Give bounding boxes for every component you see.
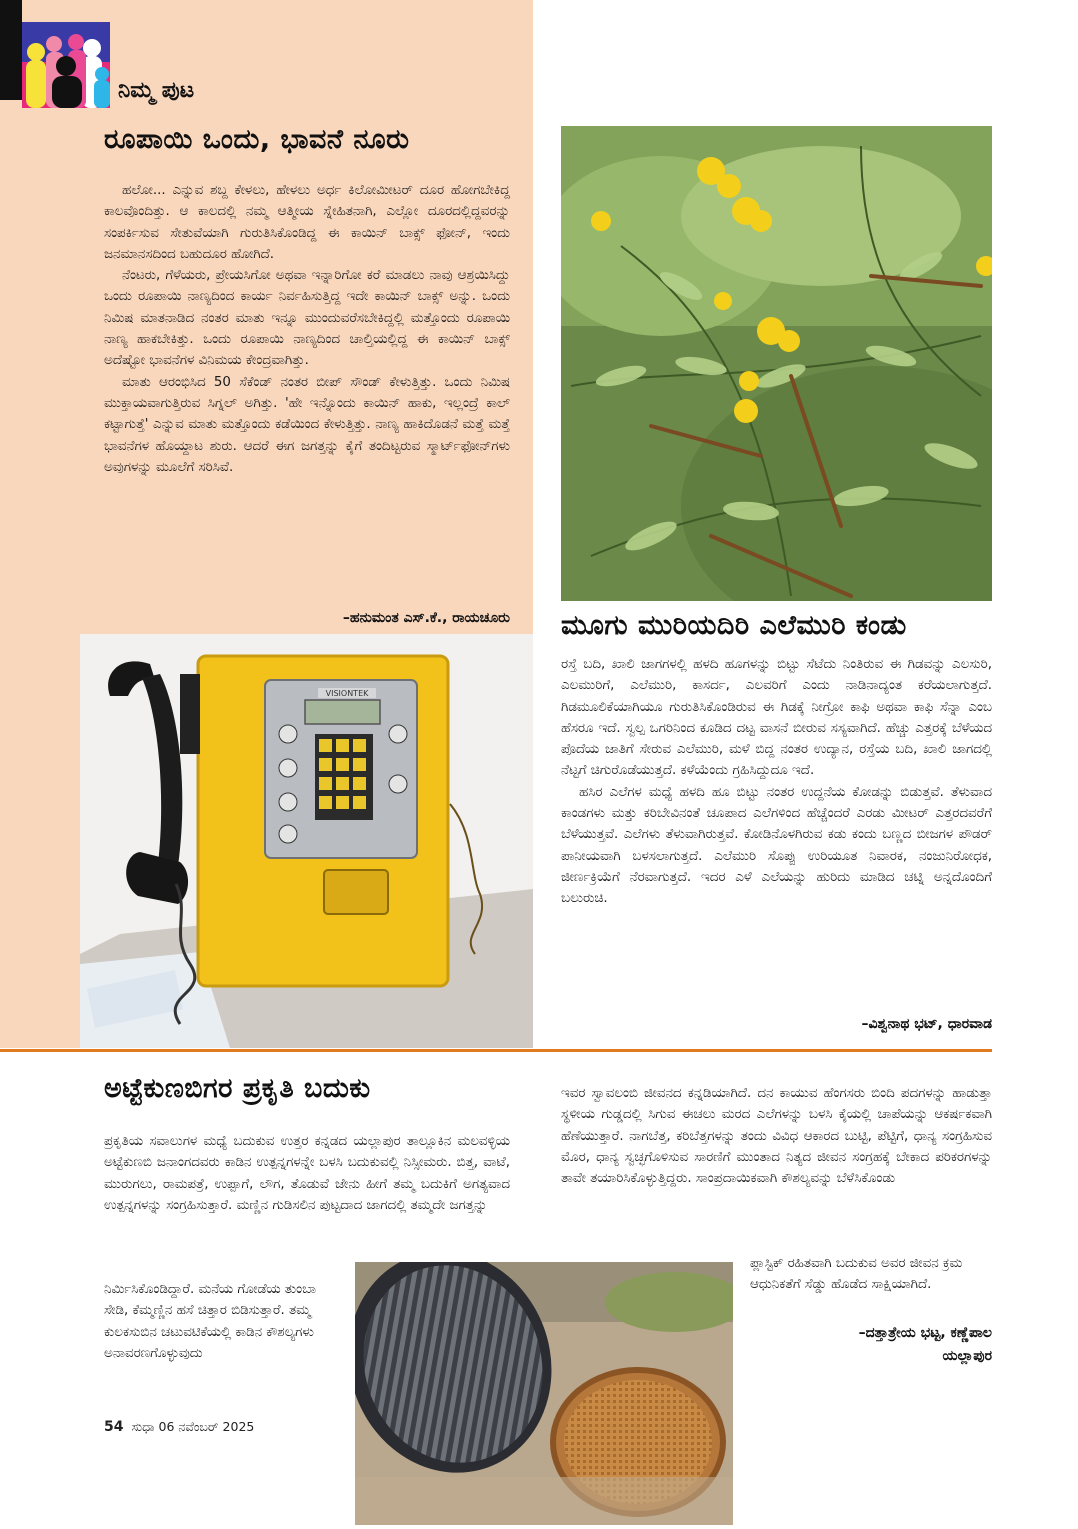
section-label: ನಿಮ್ಮ ಪುಟ (118, 78, 195, 103)
article3-col2-narrow: ಪ್ಲಾಸ್ಟಿಕ್ ರಹಿತವಾಗಿ ಬದುಕುವ ಅವರ ಜೀವನ ಕ್ರಮ ಆಧುನಿಕತೆಗೆ ಸೆಡ್ಡು ಹೊಡೆದ ಸಾಕ್ಷಿಯಾಗಿದೆ. (750, 1256, 963, 1293)
article1-byline: –ಹನುಮಂತ ಎಸ್.ಕೆ., ರಾಯಚೂರು (342, 610, 510, 626)
publication-date: ಸುಧಾ 06 ನವೆಂಬರ್ 2025 (131, 1419, 255, 1434)
article1-paragraph: ಮಾತು ಆರಂಭಿಸಿದ 50 ಸೆಕೆಂಡ್ ನಂತರ ಬೀಪ್ ಸೌಂಡ್ ಕೇಳುತ್ತಿತ್ತು. ಒಂದು ನಿಮಿಷ ಮುಕ್ತಾಯವಾಗುತ್ತಿರುವ ಸಿಗ್ನಲ್ ಅಗಿತ್ತು. 'ಹೇ ಇನ್ನೊಂದು ಕಾಯಿನ್ ಹಾಕು, ಇಲ್ಲಂದ್ರೆ ಕಾಲ್ ಕಟ್ಟಾಗುತ್ತೆ' ಎನ್ನುವ ಮಾತು ಮತ್ತೊಂದು ಕಡೆಯಿಂದ ಕೇಳುತ್ತಿತ್ತು. ನಾಣ್ಯ ಹಾಕಿದೊಡನೆ ಮತ್ತೆ ಮತ್ತೆ ಭಾವನೆಗಳ ಹೊಯ್ದಾಟ ಶುರು. ಆದರೆ ಈಗ ಜಗತ್ತನ್ನು ಕೈಗೆ ತಂದಿಟ್ಟರುವ ಸ್ಮಾರ್ಟ್‌ಫೋನ್‌ಗಳು ಅವುಗಳನ್ನು ಮೂಲೆಗೆ ಸರಿಸಿವೆ. (104, 374, 510, 475)
page-corner-mark (0, 0, 22, 100)
article2-title: ಮೂಗು ಮುರಿಯದಿರಿ ಎಲೆಮುರಿ ಕಂಡು (561, 610, 907, 641)
phone-brand-label: VISIONTEK (325, 689, 369, 698)
article1-paragraph: ಹಲೋ... ಎನ್ನುವ ಶಬ್ದ ಕೇಳಲು, ಹೇಳಲು ಅರ್ಧ ಕಿಲೋಮೀಟರ್ ದೂರ ಹೋಗಬೇಕಿದ್ದ ಕಾಲವೊಂದಿತ್ತು. ಆ ಕಾಲದಲ್ಲಿ ನಮ್ಮ ಆತ್ಮೀಯ ಸ್ನೇಹಿತನಾಗಿ, ಎಲ್ಲೋ ದೂರದಲ್ಲಿದ್ದವರನ್ನು ಸಂಪರ್ಕಿಸುವ ಸೇತುವೆಯಾಗಿ ಗುರುತಿಸಿಕೊಂಡಿದ್ದ ಈ ಕಾಯಿನ್ ಬಾಕ್ಸ್ ಫೋನ್, ಇಂದು ಜನಮಾನಸದಿಂದ ಬಹುದೂರ ಹೋಗಿದೆ. (104, 183, 510, 262)
article1-paragraph: ನೆಂಟರು, ಗೆಳೆಯರು, ಪ್ರೇಯಸಿಗೋ ಅಥವಾ ಇನ್ನಾರಿಗೋ ಕರೆ ಮಾಡಲು ನಾವು ಆಶ್ರಯಿಸಿದ್ದು ಒಂದು ರೂಪಾಯಿ ನಾಣ್ಯದಿಂದ ಕಾರ್ಯ ನಿರ್ವಹಿಸುತ್ತಿದ್ದ ಇದೇ ಕಾಯಿನ್ ಬಾಕ್ಸ್ ಅನ್ನು. ಒಂದು ನಿಮಿಷ ಮಾತನಾಡಿದ ನಂತರ ಮಾತು ಇನ್ನೂ ಮುಂದುವರೆಸಬೇಕಿದ್ದಲ್ಲಿ ಮತ್ತೊಂದು ರೂಪಾಯಿ ನಾಣ್ಯ ಹಾಕಬೇಕಿತ್ತು. ಒಂದು ರೂಪಾಯಿ ನಾಣ್ಯದಿಂದ ಚಾಲ್ತಿಯಲ್ಲಿದ್ದ ಈ ಕಾಯಿನ್ ಬಾಕ್ಸ್ ಅದೆಷ್ಟೋ ಭಾವನೆಗಳ ವಿನಿಮಯ ಕೇಂದ್ರವಾಗಿತ್ತು. (104, 268, 510, 369)
article3-col1-narrow: ನಿರ್ಮಿಸಿಕೊಂಡಿದ್ದಾರೆ. ಮನೆಯ ಗೋಡೆಯ ತುಂಬಾ ಸೇಡಿ, ಕೆಮ್ಮಣ್ಣಿನ ಹಸೆ ಚಿತ್ತಾರ ಬಿಡಿಸುತ್ತಾರೆ. ತಮ್ಮ ಕುಲಕಸುಬಿನ ಚಟುವಟಿಕೆಯಲ್ಲಿ ಕಾಡಿನ ಕೌಶಲ್ಯಗಳು ಅನಾವರಣಗೊಳ್ಳುವುದು (104, 1282, 316, 1361)
article2-body (561, 654, 992, 910)
article2-paragraph: ರಸ್ತೆ ಬದಿ, ಖಾಲಿ ಜಾಗಗಳಲ್ಲಿ ಹಳದಿ ಹೂಗಳನ್ನು ಬಿಟ್ಟು ಸೆಟೆದು ನಿಂತಿರುವ ಈ ಗಿಡವನ್ನು ಎಲಸುರಿ, ಎಲಮುರಿಗೆ, ಎಲೆಮುರಿ, ಕಾಸರ್ದ, ಎಲವರಿಗೆ ಎಂದು ನಾಡಿನಾದ್ಯಂತ ಕರೆಯಲಾಗುತ್ತದೆ. ಗಿಡಮೂಲಿಕೆಯಾಗಿಯೂ ಗುರುತಿಸಿಕೊಂಡಿರುವ ಈ ಗಿಡಕ್ಕೆ ನೀಗ್ರೋ ಕಾಫಿ ಅಥವಾ ಕಾಫಿ ಸೆನ್ನಾ ಎಂಬ ಹೆಸರೂ ಇದೆ. ಸ್ವಲ್ಪ ಒಗರಿನಿಂದ ಕೂಡಿದ ದಟ್ಟ ವಾಸನೆ ಬೀರುವ ಸಸ್ಯವಾಗಿದೆ. ಹೆಚ್ಚು ಎತ್ತರಕ್ಕೆ ಬೆಳೆಯದ ಪೊದೆಯ ಜಾತಿಗೆ ಸೇರುವ ಎಲೆಮುರಿ, ಮಳೆ ಬಿದ್ದ ನಂತರ ಉದ್ಯಾನ, ರಸ್ತೆಯ ಬದಿ, ಖಾಲಿ ಜಾಗದಲ್ಲಿ ನೆಟ್ಟಗೆ ಚಿಗುರೊಡೆಯುತ್ತದೆ. ಕಳೆಯೆಂದು ಗ್ರಹಿಸಿದ್ದುದೂ ಇದೆ. (561, 657, 992, 779)
article1-body (104, 180, 510, 478)
article3-col2-full: ಇವರ ಸ್ವಾವಲಂಬಿ ಜೀವನದ ಕನ್ನಡಿಯಾಗಿದೆ. ದನ ಕಾಯುವ ಹೆಂಗಸರು ಬಿಂದಿ ಪದಗಳನ್ನು ಹಾಡುತ್ತಾ ಸ್ಥಳೀಯ ಗುಡ್ಡದಲ್ಲಿ ಸಿಗುವ ಈಚಲು ಮರದ ಎಲೆಗಳನ್ನು ಬಳಸಿ ಕೈಯಲ್ಲಿ ಚಾಪೆಯನ್ನು ಆಕರ್ಷಕವಾಗಿ ಹೆಣೆಯುತ್ತಾರೆ. ನಾಗಬೆತ್ತ, ಕರಿಬೆತ್ತಗಳನ್ನು ತಂದು ವಿವಿಧ ಆಕಾರದ ಬುಟ್ಟಿ, ಪೆಟ್ಟಿಗೆ, ಧಾನ್ಯ ಸಂಗ್ರಹಿಸುವ ಮೊರ, ಧಾನ್ಯ ಸ್ವಚ್ಛಗೊಳಿಸುವ ಸಾರಣಿಗೆ ಮುಂತಾದ ನಿತ್ಯದ ಜೀವನ ಸಂಗ್ರಹಕ್ಕೆ ಬೇಕಾದ ಪರಿಕರಗಳನ್ನು ತಾವೇ ತಯಾರಿಸಿಕೊಳ್ಳುತ್ತಿದ್ದರು. ಸಾಂಪ್ರದಾಯಿಕವಾಗಿ ಕೌಶಲ್ಯವನ್ನು ಬೆಳೆಸಿಕೊಂಡು (561, 1086, 992, 1187)
coin-box-phone-photo (80, 634, 533, 1048)
section-logo (22, 22, 110, 108)
article3-title: ಅಟ್ಟೆಕುಣಬಿಗರ ಪ್ರಕೃತಿ ಬದುಕು (104, 1073, 371, 1104)
article2-paragraph: ಹಸಿರ ಎಲೆಗಳ ಮಧ್ಯೆ ಹಳದಿ ಹೂ ಬಿಟ್ಟು ನಂತರ ಉದ್ದನೆಯ ಕೋಡನ್ನು ಬಿಡುತ್ತವೆ. ತೆಳುವಾದ ಕಾಂಡಗಳು ಮತ್ತು ಕರಿಬೇವಿನಂತೆ ಚೂಪಾದ ಎಲೆಗಳಿಂದ ಹೆಚ್ಚೆಂದರೆ ಎರಡು ಮೀಟರ್ ಎತ್ತರದವರೆಗೆ ಬೆಳೆಯುತ್ತವೆ. ಎಲೆಗಳು ತೆಳುವಾಗಿರುತ್ತವೆ. ಕೋಡಿನೊಳಗಿರುವ ಕಡು ಕಂದು ಬಣ್ಣದ ಬೀಜಗಳ ಪೌಡರ್ ಪಾನೀಯವಾಗಿ ಬಳಸಲಾಗುತ್ತದೆ. ಎಲೆಮುರಿ ಸೊಪ್ಪು ಉರಿಯೂತ ನಿವಾರಕ, ನಂಜುನಿರೋಧಕ, ಜೀರ್ಣಕ್ರಿಯೆಗೆ ನೆರವಾಗುತ್ತದೆ. ಇದರ ಎಳೆ ಎಲೆಯನ್ನು ಹುರಿದು ಮಾಡಿದ ಚಟ್ನಿ ಅನ್ನದೊಂದಿಗೆ ಬಲುರುಚಿ. (561, 784, 992, 907)
section-divider (0, 1049, 992, 1052)
page-footer (104, 1419, 254, 1435)
article3-byline-place: ಯಲ್ಲಾಪುರ (942, 1348, 992, 1364)
article2-byline: –ವಿಶ್ವನಾಥ ಭಟ್, ಧಾರವಾಡ (861, 1016, 992, 1032)
article3-byline (750, 1322, 992, 1368)
article1-title: ರೂಪಾಯಿ ಒಂದು, ಭಾವನೆ ನೂರು (104, 124, 410, 155)
page-number: 54 (104, 1419, 124, 1435)
article3-col1-full: ಪ್ರಕೃತಿಯ ಸವಾಲುಗಳ ಮಧ್ಯೆ ಬದುಕುವ ಉತ್ತರ ಕನ್ನಡದ ಯಲ್ಲಾಪುರ ತಾಲ್ಲೂಕಿನ ಮಲವಳ್ಳಿಯ ಅಟ್ಟೆಕುಣಬಿ ಜನಾಂಗದವರು ಕಾಡಿನ ಉತ್ಪನ್ನಗಳನ್ನೇ ಬಳಸಿ ಬದುಕುವಲ್ಲಿ ನಿಸ್ಸೀಮರು. ಬಿತ್ತ, ವಾಟೆ, ಮುರುಗಲು, ರಾಮಪತ್ರೆ, ಉಪ್ಪಾಗೆ, ಲೌಗ, ತೊಡುವೆ ಜೇನು ಹೀಗೆ ತಮ್ಮ ಬದುಕಿಗೆ ಅಗತ್ಯವಾದ ಉತ್ಪನ್ನಗಳನ್ನು ಸಂಗ್ರಹಿಸುತ್ತಾರೆ. ಮಣ್ಣಿನ ಗುಡಿಸಲಿನ ಪುಟ್ಟದಾದ ಜಾಗದಲ್ಲಿ ತಮ್ಮದೇ ಜಗತ್ತನ್ನು (104, 1134, 511, 1213)
article3-byline-name: –ದತ್ತಾತ್ರೇಯ ಭಟ್ಟ, ಕಣ್ಣೆಪಾಲ (858, 1325, 992, 1341)
bamboo-baskets-photo (355, 1262, 733, 1525)
negro-coffee-plant-photo (561, 126, 992, 601)
